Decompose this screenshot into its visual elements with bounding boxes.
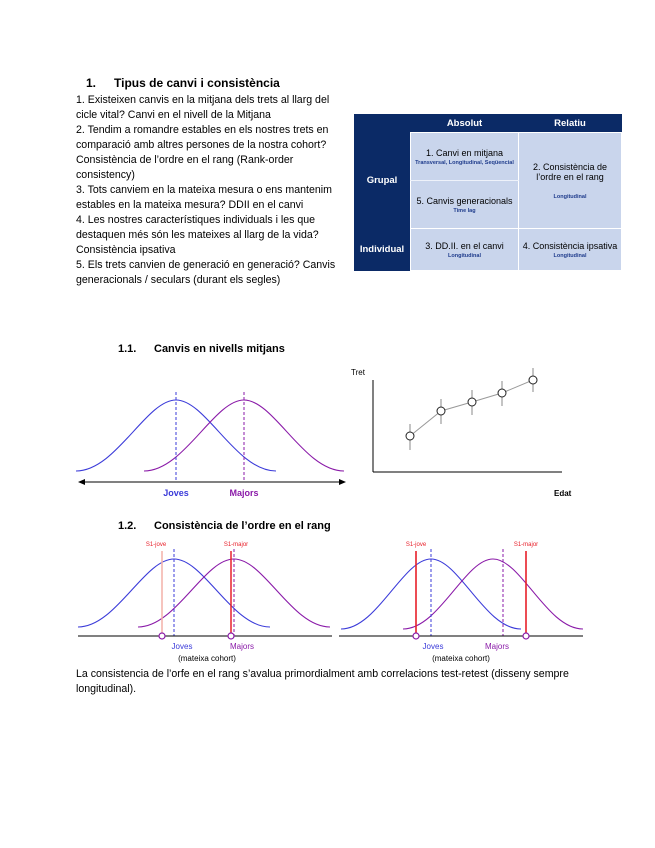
majors-label: Majors bbox=[229, 642, 255, 651]
data-point bbox=[468, 398, 476, 406]
cell-canvis-generacionals bbox=[411, 181, 519, 229]
question-list bbox=[76, 93, 351, 288]
data-point bbox=[498, 389, 506, 397]
cell-canvis-generacionals-label: 5. Canvis generacionals bbox=[416, 195, 513, 206]
same-cohort-note: (mateixa cohort) bbox=[432, 654, 490, 663]
s1-jove-label: S1-jove bbox=[405, 542, 427, 548]
row-header-grupal: Grupal bbox=[354, 133, 411, 229]
section-1-number: 1. bbox=[86, 76, 97, 90]
list-item: 3. Tots canviem en la mateixa mesura o ens mantenim estables en la mateixa mesura? DDII en el canvi bbox=[76, 184, 332, 211]
section-1-2-title: Consistència de l’ordre en el rang bbox=[154, 520, 331, 532]
list-item: 5. Els trets canvien de generació en generació? Canvis generacionals / seculars (durant els segles) bbox=[76, 259, 336, 286]
rank-order-figure-left bbox=[76, 537, 338, 665]
same-cohort-note: (mateixa cohort) bbox=[178, 654, 236, 663]
s1-major-label: S1-major bbox=[513, 542, 539, 548]
trait-age-figure bbox=[342, 360, 582, 500]
list-item: 1. Existeixen canvis en la mitjana dels trets al llarg del cicle vital? Canvi en el nivell de la Mitjana bbox=[76, 94, 330, 121]
closing-paragraph: La consistencia de l’orfe en el rang s’avalua primordialment amb correlacions test-retest (disseny sempre longitudinal). bbox=[76, 668, 569, 695]
section-1-title: Tipus de canvi i consistència bbox=[114, 76, 280, 90]
cell-consistencia-ordre-label: 2. Consistència de l’ordre en el rang bbox=[532, 161, 608, 182]
cell-consistencia-ordre-method: Longitudinal bbox=[553, 193, 587, 200]
s1-jove-point bbox=[413, 633, 419, 639]
majors-distribution-curve bbox=[144, 400, 344, 471]
x-axis-left-arrow bbox=[78, 479, 85, 485]
joves-label: Joves bbox=[163, 488, 189, 498]
x-axis-label: Edat bbox=[554, 489, 572, 498]
row-header-individual: Individual bbox=[354, 229, 411, 271]
s1-jove-point bbox=[159, 633, 165, 639]
list-item: 2. Tendim a romandre estables en els nostres trets en comparació amb altres persones de la nostra cohort? Consistència de l’ordre en el rang (Rank-order consistency) bbox=[76, 124, 329, 181]
section-1-heading bbox=[86, 76, 280, 90]
change-types-table bbox=[354, 114, 622, 271]
majors-label: Majors bbox=[229, 488, 259, 498]
section-1-1-number: 1.1. bbox=[118, 343, 137, 355]
y-axis-label: Tret bbox=[351, 368, 365, 377]
joves-label: Joves bbox=[171, 642, 193, 651]
cell-consistencia-ipsativa-label: 4. Consistència ipsativa bbox=[522, 240, 618, 251]
data-point bbox=[437, 407, 445, 415]
header-relatiu: Relatiu bbox=[519, 114, 622, 133]
cell-canvi-mitjana bbox=[411, 133, 519, 181]
cell-ddii-canvi bbox=[411, 229, 519, 271]
rank-order-figure-right bbox=[337, 537, 585, 665]
s1-major-point bbox=[523, 633, 529, 639]
joves-distribution-curve bbox=[76, 400, 276, 471]
cell-canvis-generacionals-method: Time lag bbox=[453, 207, 476, 214]
data-point bbox=[529, 376, 537, 384]
cell-consistencia-ordre bbox=[519, 133, 622, 229]
joves-label: Joves bbox=[422, 642, 444, 651]
table-corner bbox=[354, 114, 411, 133]
s1-jove-label: S1-jove bbox=[145, 542, 167, 548]
list-item: 4. Les nostres característiques individuals i les que destaquen més són les mateixes al llarg de la vida? Consistència ipsativa bbox=[76, 214, 319, 256]
section-1-2-number: 1.2. bbox=[118, 520, 137, 532]
cell-consistencia-ipsativa-method: Longitudinal bbox=[553, 252, 587, 259]
cell-ddii-canvi-method: Longitudinal bbox=[448, 252, 481, 259]
majors-distribution-curve bbox=[403, 559, 583, 629]
cell-canvi-mitjana-label: 1. Canvi en mitjana bbox=[425, 147, 504, 158]
cell-consistencia-ipsativa bbox=[519, 229, 622, 271]
header-absolut: Absolut bbox=[411, 114, 519, 133]
section-1-1-heading bbox=[118, 343, 285, 355]
cell-canvi-mitjana-method: Transversal, Longitudinal, Seqüencial bbox=[415, 159, 514, 166]
section-1-1-title: Canvis en nivells mitjans bbox=[154, 343, 285, 355]
majors-label: Majors bbox=[484, 642, 510, 651]
cell-ddii-canvi-label: 3. DD.II. en el canvi bbox=[425, 240, 504, 251]
s1-major-label: S1-major bbox=[223, 542, 249, 548]
data-point bbox=[406, 432, 414, 440]
s1-major-point bbox=[228, 633, 234, 639]
section-1-2-heading bbox=[118, 520, 331, 532]
mean-change-figure bbox=[76, 380, 348, 502]
